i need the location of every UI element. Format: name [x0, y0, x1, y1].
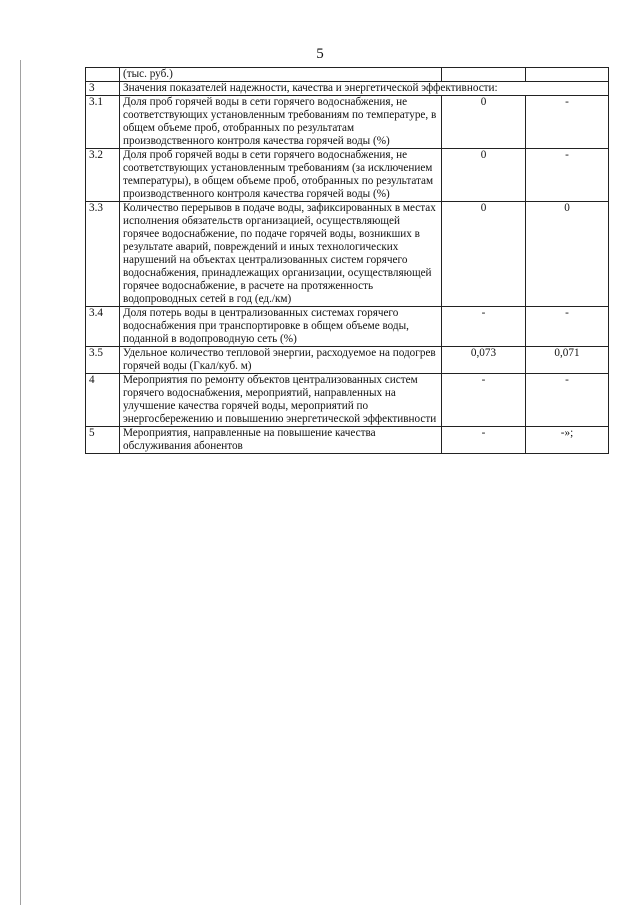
row-number: 3: [86, 82, 120, 96]
table-row: [86, 82, 609, 96]
margin-line: [20, 60, 21, 905]
row-description: (тыс. руб.): [120, 68, 442, 82]
table-row: [86, 427, 609, 454]
row-number: 3.4: [86, 307, 120, 347]
table-row: [86, 307, 609, 347]
row-number: 3.2: [86, 149, 120, 202]
value-col-1: -: [442, 307, 526, 347]
value-col-1: [442, 68, 526, 82]
value-col-2: -: [526, 149, 609, 202]
row-description: Значения показателей надежности, качества и энергетической эффективности:: [120, 82, 609, 96]
value-col-1: 0: [442, 202, 526, 307]
row-number: 5: [86, 427, 120, 454]
row-description: Количество перерывов в подаче воды, зафиксированных в местах исполнения обязательств организацией, осуществляющей горячее водоснабжение, по подаче горячей воды, возникших в результате аварий, повреждений и иных технологических нарушений на объектах централизованных систем горячего водоснабжения, принадлежащих организации, осуществляющей горячее водоснабжение, в расчете на протяженность водопроводных сетей в год (ед./км): [120, 202, 442, 307]
table-row: [86, 374, 609, 427]
table-row: [86, 96, 609, 149]
value-col-1: 0: [442, 149, 526, 202]
table-row: [86, 347, 609, 374]
value-col-1: 0,073: [442, 347, 526, 374]
value-col-2: -: [526, 307, 609, 347]
row-number: 3.5: [86, 347, 120, 374]
value-col-2: [526, 68, 609, 82]
value-col-1: 0: [442, 96, 526, 149]
row-description: Мероприятия по ремонту объектов централизованных систем горячего водоснабжения, мероприятий, направленных на улучшение качества горячей воды, мероприятий по энергосбережению и повышению энергетической эффективности: [120, 374, 442, 427]
row-description: Доля проб горячей воды в сети горячего водоснабжения, не соответствующих установленным требованиям по температуре, в общем объеме проб, отобранных по результатам производственного контроля качества горячей воды (%): [120, 96, 442, 149]
value-col-2: -: [526, 96, 609, 149]
row-number: 4: [86, 374, 120, 427]
value-col-2: 0,071: [526, 347, 609, 374]
page-number: 5: [316, 46, 324, 62]
value-col-2: -: [526, 374, 609, 427]
row-number: 3.3: [86, 202, 120, 307]
value-col-1: -: [442, 427, 526, 454]
row-description: Доля проб горячей воды в сети горячего водоснабжения, не соответствующих установленным требованиям (за исключением температуры), в общем объеме проб, отобранных по результатам производственного контроля качества горячей воды (%): [120, 149, 442, 202]
table-row: [86, 149, 609, 202]
value-col-2: 0: [526, 202, 609, 307]
row-description: Мероприятия, направленные на повышение качества обслуживания абонентов: [120, 427, 442, 454]
row-number: [86, 68, 120, 82]
row-description: Доля потерь воды в централизованных системах горячего водоснабжения при транспортировке в общем объеме воды, поданной в водопроводную сеть (%): [120, 307, 442, 347]
indicators-table: [85, 67, 609, 454]
table-row: [86, 202, 609, 307]
row-number: 3.1: [86, 96, 120, 149]
row-description: Удельное количество тепловой энергии, расходуемое на подогрев горячей воды (Гкал/куб. м): [120, 347, 442, 374]
value-col-2: -»;: [526, 427, 609, 454]
value-col-1: -: [442, 374, 526, 427]
table-row: [86, 68, 609, 82]
